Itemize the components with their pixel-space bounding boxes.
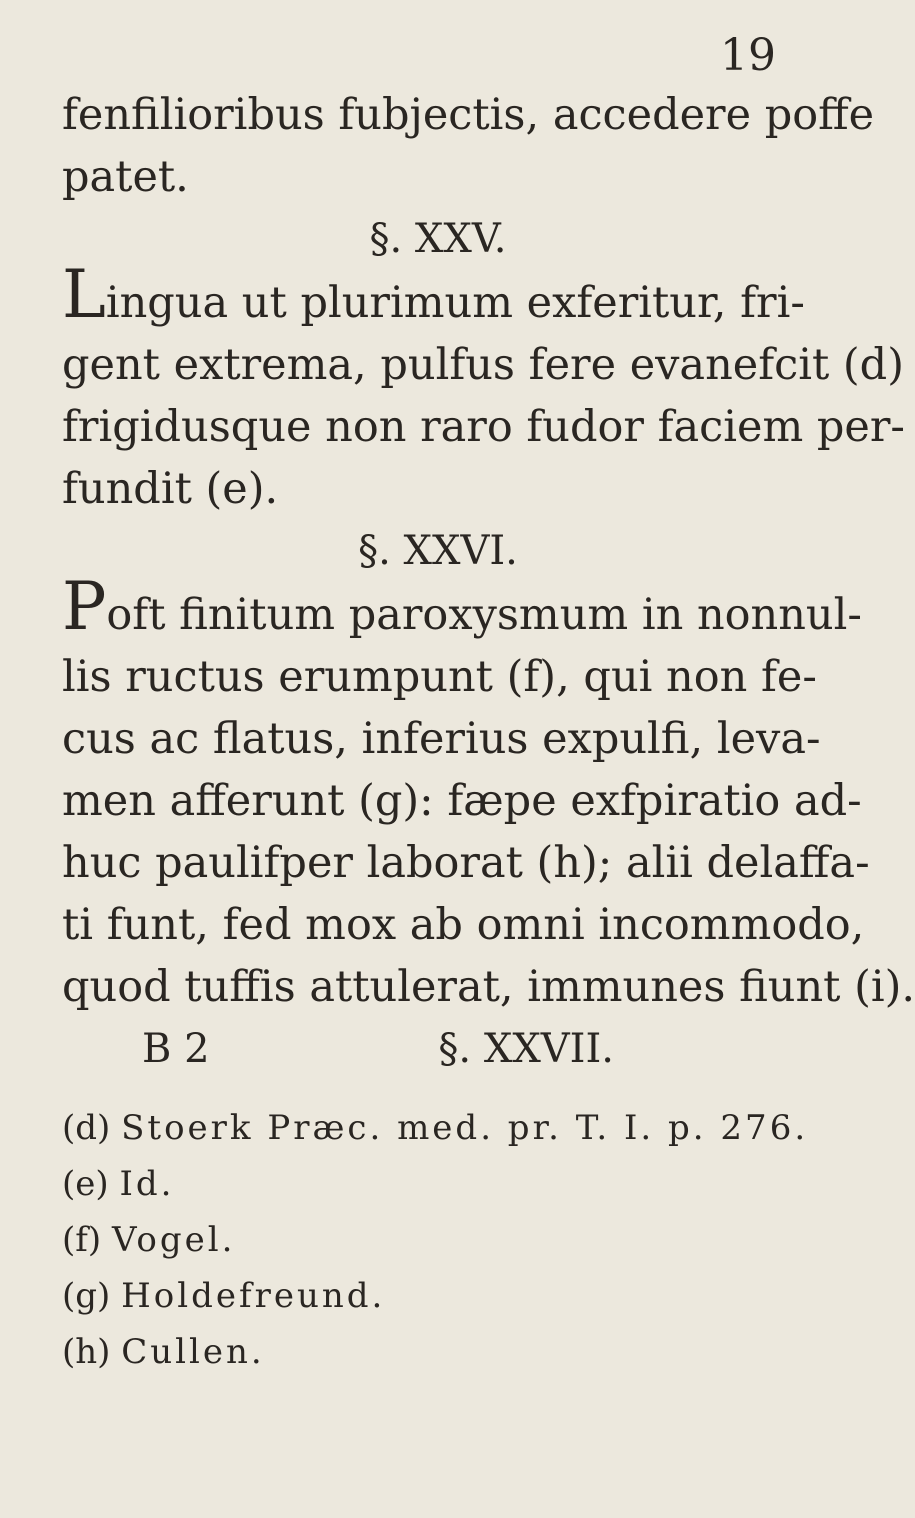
footnote: (h) Cullen. [62,1332,265,1372]
drop-capital: P [62,568,107,645]
text-line: fenfilioribus fubjectis, accedere poffe [62,90,875,140]
section-heading: §. XXVI. [358,528,518,574]
footnotes [62,1100,809,1380]
text-line: patet. [62,152,189,202]
text-line: huc paulifper laborat (h); alii delaffa- [62,838,870,888]
text-line: quod tuffis attulerat, immunes fiunt (i). [62,962,915,1012]
text-line: men afferunt (g): fæpe exfpiratio ad- [62,776,862,826]
text-line: fundit (e). [62,464,279,514]
text-line: lis ructus erumpunt (f), qui non fe- [62,652,817,702]
text-line: ti funt, fed mox ab omni incommodo, [62,900,865,950]
text-line: Lingua ut plurimum exferitur, fri- [62,256,805,333]
text-line: cus ac flatus, inferius expulfi, leva- [62,714,821,764]
section-heading: §. XXV. [369,216,507,262]
footnote: (g) Holdefreund. [62,1276,386,1316]
signature-mark: B 2 [142,1026,210,1072]
footnote: (f) Vogel. [62,1220,236,1260]
page-number: 19 [720,30,776,81]
catchword-line [62,1018,774,1080]
footnote: (e) Id. [62,1164,175,1204]
text-line: gent extrema, pulfus fere evanefcit (d) [62,340,904,390]
text-line: frigidusque non raro fudor faciem per- [62,402,905,452]
drop-capital: L [62,256,106,333]
catchword: §. XXVII. [438,1026,614,1072]
main-text [62,84,915,1080]
text-line: Poft finitum paroxysmum in nonnul- [62,568,862,645]
footnote: (d) Stoerk Præc. med. pr. T. I. p. 276. [62,1108,809,1148]
